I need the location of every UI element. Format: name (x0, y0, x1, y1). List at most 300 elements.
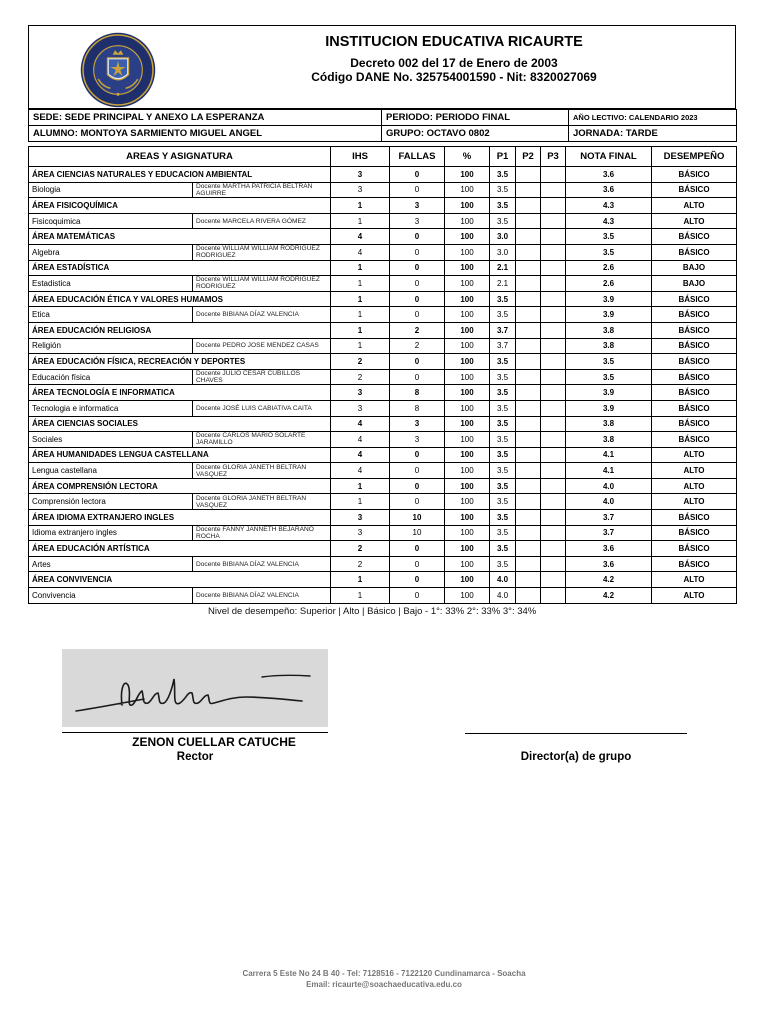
col-areas-header: AREAS Y ASIGNATURA (29, 147, 331, 167)
p1-cell: 3.7 (490, 322, 516, 338)
rector-role: Rector (176, 751, 214, 763)
rector-signature-image (62, 649, 328, 727)
fallas-cell: 0 (390, 276, 445, 292)
ihs-cell: 4 (331, 416, 390, 432)
area-name-cell: ÁREA ESTADÍSTICA (29, 260, 331, 276)
area-name-cell: ÁREA EDUCACIÓN FÍSICA, RECREACIÓN Y DEPORTES (29, 354, 331, 370)
subject-name-cell: Algebra (29, 244, 193, 260)
ihs-cell: 3 (331, 400, 390, 416)
nota-final-cell: 3.9 (566, 385, 652, 401)
p1-cell: 3.5 (490, 213, 516, 229)
nota-final-cell: 3.5 (566, 369, 652, 385)
percent-cell: 100 (445, 338, 490, 354)
percent-cell: 100 (445, 260, 490, 276)
fallas-cell: 3 (390, 416, 445, 432)
subject-row (29, 432, 737, 448)
nota-final-cell: 2.6 (566, 276, 652, 292)
percent-cell: 100 (445, 322, 490, 338)
desempeno-cell: ALTO (652, 213, 737, 229)
institution-title: INSTITUCION EDUCATIVA RICAURTE (325, 34, 583, 50)
percent-cell: 100 (445, 385, 490, 401)
fallas-cell: 0 (390, 182, 445, 198)
ihs-cell: 3 (331, 182, 390, 198)
p1-cell: 3.5 (490, 167, 516, 183)
p3-cell (541, 213, 566, 229)
p1-cell: 3.7 (490, 338, 516, 354)
area-row (29, 354, 737, 370)
p2-cell (516, 291, 541, 307)
fallas-cell: 10 (390, 510, 445, 526)
sede-field: SEDE: SEDE PRINCIPAL Y ANEXO LA ESPERANZA (29, 110, 382, 126)
fallas-cell: 10 (390, 525, 445, 541)
area-name-cell: ÁREA TECNOLOGÍA E INFORMATICA (29, 385, 331, 401)
area-name-cell: ÁREA EDUCACIÓN ÉTICA Y VALORES HUMAMOS (29, 291, 331, 307)
subject-name-cell: Comprensión lectora (29, 494, 193, 510)
teacher-cell: Docente JULIO CESAR CUBILLOS CHAVES (193, 369, 331, 385)
subject-row (29, 400, 737, 416)
fallas-cell: 8 (390, 385, 445, 401)
ihs-cell: 1 (331, 276, 390, 292)
p2-cell (516, 385, 541, 401)
area-name-cell: ÁREA MATEMÁTICAS (29, 229, 331, 245)
percent-cell: 100 (445, 432, 490, 448)
fallas-cell: 0 (390, 588, 445, 604)
teacher-cell: Docente WILLIAM WILLIAM RODRIGUEZ RODRIGUEZ (193, 244, 331, 260)
percent-cell: 100 (445, 478, 490, 494)
nota-final-cell: 4.1 (566, 463, 652, 479)
subject-name-cell: Religión (29, 338, 193, 354)
grades-table (28, 146, 737, 604)
teacher-cell: Docente GLORIA JANETH BELTRAN VASQUEZ (193, 463, 331, 479)
p2-cell (516, 432, 541, 448)
ihs-cell: 4 (331, 229, 390, 245)
col-p2-header: P2 (516, 147, 541, 167)
ihs-cell: 3 (331, 525, 390, 541)
fallas-cell: 0 (390, 478, 445, 494)
anio-lectivo-field: AÑO LECTIVO: CALENDARIO 2023 (569, 110, 737, 126)
nota-final-cell: 3.9 (566, 291, 652, 307)
percent-cell: 100 (445, 525, 490, 541)
teacher-cell: Docente MARCELA RIVERA GÓMEZ (193, 213, 331, 229)
ihs-cell: 1 (331, 198, 390, 214)
ihs-cell: 4 (331, 463, 390, 479)
area-name-cell: ÁREA IDIOMA EXTRANJERO INGLES (29, 510, 331, 526)
subject-row (29, 213, 737, 229)
percent-cell: 100 (445, 291, 490, 307)
ihs-cell: 2 (331, 556, 390, 572)
p3-cell (541, 369, 566, 385)
area-name-cell: ÁREA CIENCIAS SOCIALES (29, 416, 331, 432)
teacher-cell: Docente CARLOS MARIO SOLARTE JARAMILLO (193, 432, 331, 448)
ihs-cell: 1 (331, 307, 390, 323)
area-row (29, 385, 737, 401)
p3-cell (541, 572, 566, 588)
subject-name-cell: Sociales (29, 432, 193, 448)
desempeno-cell: BÁSICO (652, 400, 737, 416)
subject-row (29, 525, 737, 541)
grades-body (29, 167, 737, 604)
p1-cell: 3.5 (490, 182, 516, 198)
subject-name-cell: Educación física (29, 369, 193, 385)
desempeno-cell: ALTO (652, 198, 737, 214)
teacher-cell: Docente JOSÉ LUIS CABIATIVA CAITA (193, 400, 331, 416)
subject-name-cell: Tecnologia e informatica (29, 400, 193, 416)
p2-cell (516, 556, 541, 572)
area-row (29, 572, 737, 588)
desempeno-cell: BÁSICO (652, 338, 737, 354)
subject-name-cell: Estadistica (29, 276, 193, 292)
area-row (29, 478, 737, 494)
col-p1-header: P1 (490, 147, 516, 167)
p2-cell (516, 213, 541, 229)
area-name-cell: ÁREA CONVIVENCIA (29, 572, 331, 588)
fallas-cell: 3 (390, 432, 445, 448)
desempeno-cell: ALTO (652, 447, 737, 463)
fallas-cell: 0 (390, 494, 445, 510)
ihs-cell: 1 (331, 478, 390, 494)
desempeno-cell: BÁSICO (652, 244, 737, 260)
ihs-cell: 2 (331, 369, 390, 385)
ihs-cell: 3 (331, 167, 390, 183)
area-name-cell: ÁREA EDUCACIÓN ARTÍSTICA (29, 541, 331, 557)
desempeno-cell: ALTO (652, 494, 737, 510)
percent-cell: 100 (445, 167, 490, 183)
p3-cell (541, 556, 566, 572)
fallas-cell: 0 (390, 556, 445, 572)
p3-cell (541, 510, 566, 526)
p1-cell: 3.5 (490, 385, 516, 401)
fallas-cell: 0 (390, 167, 445, 183)
p2-cell (516, 588, 541, 604)
percent-cell: 100 (445, 229, 490, 245)
desempeno-cell: BÁSICO (652, 385, 737, 401)
p1-cell: 3.5 (490, 494, 516, 510)
subject-row (29, 276, 737, 292)
ihs-cell: 1 (331, 588, 390, 604)
nota-final-cell: 3.7 (566, 525, 652, 541)
p1-cell: 3.5 (490, 541, 516, 557)
percent-cell: 100 (445, 588, 490, 604)
desempeno-cell: BÁSICO (652, 432, 737, 448)
area-name-cell: ÁREA HUMANIDADES LENGUA CASTELLANA (29, 447, 331, 463)
p2-cell (516, 276, 541, 292)
p2-cell (516, 525, 541, 541)
ihs-cell: 2 (331, 354, 390, 370)
footer-email: Email: ricaurte@soachaeducativa.edu.co (306, 980, 462, 989)
desempeno-cell: BAJO (652, 260, 737, 276)
percent-cell: 100 (445, 354, 490, 370)
desempeno-cell: BÁSICO (652, 541, 737, 557)
nota-final-cell: 3.6 (566, 182, 652, 198)
p3-cell (541, 322, 566, 338)
nota-final-cell: 3.9 (566, 307, 652, 323)
p2-cell (516, 494, 541, 510)
p2-cell (516, 167, 541, 183)
fallas-cell: 0 (390, 260, 445, 276)
subject-name-cell: Etica (29, 307, 193, 323)
ihs-cell: 4 (331, 432, 390, 448)
p3-cell (541, 307, 566, 323)
dane-code-line: Código DANE No. 325754001590 - Nit: 8320027069 (311, 70, 597, 84)
nota-final-cell: 3.5 (566, 354, 652, 370)
p2-cell (516, 229, 541, 245)
ihs-cell: 4 (331, 447, 390, 463)
nota-final-cell: 3.6 (566, 167, 652, 183)
p1-cell: 4.0 (490, 588, 516, 604)
p3-cell (541, 276, 566, 292)
desempeno-cell: BÁSICO (652, 525, 737, 541)
p1-cell: 3.5 (490, 354, 516, 370)
desempeno-cell: ALTO (652, 463, 737, 479)
desempeno-cell: BÁSICO (652, 510, 737, 526)
p1-cell: 3.0 (490, 229, 516, 245)
percent-cell: 100 (445, 463, 490, 479)
percent-cell: 100 (445, 182, 490, 198)
p3-cell (541, 260, 566, 276)
p3-cell (541, 167, 566, 183)
teacher-cell: Docente PEDRO JOSE MENDEZ CASAS (193, 338, 331, 354)
p3-cell (541, 182, 566, 198)
col-nota-final-header: NOTA FINAL (566, 147, 652, 167)
p3-cell (541, 385, 566, 401)
p3-cell (541, 354, 566, 370)
teacher-cell: Docente BIBIANA DÍAZ VALENCIA (193, 556, 331, 572)
subject-row (29, 494, 737, 510)
ihs-cell: 1 (331, 213, 390, 229)
ihs-cell: 1 (331, 494, 390, 510)
ihs-cell: 1 (331, 338, 390, 354)
area-name-cell: ÁREA CIENCIAS NATURALES Y EDUCACION AMBIENTAL (29, 167, 331, 183)
p1-cell: 3.5 (490, 463, 516, 479)
p2-cell (516, 354, 541, 370)
area-row (29, 510, 737, 526)
area-name-cell: ÁREA EDUCACIÓN RELIGIOSA (29, 322, 331, 338)
percent-cell: 100 (445, 494, 490, 510)
area-row (29, 229, 737, 245)
p1-cell: 3.5 (490, 416, 516, 432)
desempeno-cell: BÁSICO (652, 182, 737, 198)
p1-cell: 3.5 (490, 400, 516, 416)
area-row (29, 322, 737, 338)
p2-cell (516, 447, 541, 463)
director-signature-line (465, 733, 687, 734)
desempeno-cell: BÁSICO (652, 416, 737, 432)
p1-cell: 3.5 (490, 556, 516, 572)
area-row (29, 291, 737, 307)
percent-cell: 100 (445, 198, 490, 214)
subject-row (29, 556, 737, 572)
fallas-cell: 0 (390, 541, 445, 557)
p1-cell: 3.5 (490, 291, 516, 307)
desempeno-cell: BÁSICO (652, 291, 737, 307)
nota-final-cell: 3.8 (566, 322, 652, 338)
fallas-cell: 2 (390, 338, 445, 354)
area-row (29, 541, 737, 557)
p3-cell (541, 291, 566, 307)
p1-cell: 3.5 (490, 307, 516, 323)
subject-name-cell: Lengua castellana (29, 463, 193, 479)
fallas-cell: 8 (390, 400, 445, 416)
subject-row (29, 338, 737, 354)
p1-cell: 3.5 (490, 432, 516, 448)
p1-cell: 3.5 (490, 369, 516, 385)
area-name-cell: ÁREA FISICOQUÍMICA (29, 198, 331, 214)
fallas-cell: 0 (390, 572, 445, 588)
percent-cell: 100 (445, 556, 490, 572)
nota-final-cell: 3.8 (566, 432, 652, 448)
nota-final-cell: 3.8 (566, 416, 652, 432)
decree-line: Decreto 002 del 17 de Enero de 2003 (350, 56, 558, 70)
subject-row (29, 244, 737, 260)
p3-cell (541, 432, 566, 448)
teacher-cell: Docente FANNY JANNETH BEJARANO ROCHA (193, 525, 331, 541)
desempeno-cell: BAJO (652, 276, 737, 292)
area-row (29, 416, 737, 432)
institution-seal-logo (80, 32, 156, 108)
ihs-cell: 1 (331, 572, 390, 588)
p2-cell (516, 369, 541, 385)
fallas-cell: 0 (390, 291, 445, 307)
performance-legend: Nivel de desempeño: Superior | Alto | Básico | Bajo - 1°: 33% 2°: 33% 3°: 34% (208, 606, 537, 617)
percent-cell: 100 (445, 447, 490, 463)
nota-final-cell: 4.0 (566, 478, 652, 494)
p2-cell (516, 307, 541, 323)
area-row (29, 198, 737, 214)
subject-name-cell: Biologia (29, 182, 193, 198)
periodo-field: PERIODO: PERIODO FINAL (382, 110, 569, 126)
fallas-cell: 0 (390, 244, 445, 260)
nota-final-cell: 4.0 (566, 494, 652, 510)
teacher-cell: Docente BIBIANA DÍAZ VALENCIA (193, 588, 331, 604)
percent-cell: 100 (445, 541, 490, 557)
area-row (29, 260, 737, 276)
fallas-cell: 0 (390, 229, 445, 245)
rector-signature-line (62, 732, 328, 733)
p3-cell (541, 400, 566, 416)
percent-cell: 100 (445, 400, 490, 416)
p2-cell (516, 463, 541, 479)
p2-cell (516, 322, 541, 338)
teacher-cell: Docente WILLIAM WILLIAM RODRIGUEZ RODRIGUEZ (193, 276, 331, 292)
desempeno-cell: BÁSICO (652, 307, 737, 323)
col-ihs-header: IHS (331, 147, 390, 167)
p3-cell (541, 478, 566, 494)
percent-cell: 100 (445, 572, 490, 588)
rector-name: ZENON CUELLAR CATUCHE (132, 735, 296, 749)
nota-final-cell: 4.2 (566, 572, 652, 588)
nota-final-cell: 3.7 (566, 510, 652, 526)
alumno-field: ALUMNO: MONTOYA SARMIENTO MIGUEL ANGEL (29, 126, 382, 142)
subject-name-cell: Artes (29, 556, 193, 572)
p3-cell (541, 588, 566, 604)
desempeno-cell: BÁSICO (652, 369, 737, 385)
area-row (29, 167, 737, 183)
p1-cell: 3.5 (490, 525, 516, 541)
p3-cell (541, 416, 566, 432)
subject-row (29, 307, 737, 323)
fallas-cell: 3 (390, 198, 445, 214)
fallas-cell: 2 (390, 322, 445, 338)
ihs-cell: 1 (331, 322, 390, 338)
nota-final-cell: 4.3 (566, 198, 652, 214)
p2-cell (516, 478, 541, 494)
p3-cell (541, 525, 566, 541)
ihs-cell: 2 (331, 541, 390, 557)
percent-cell: 100 (445, 276, 490, 292)
nota-final-cell: 4.2 (566, 588, 652, 604)
grupo-field: GRUPO: OCTAVO 0802 (382, 126, 569, 142)
p1-cell: 3.5 (490, 478, 516, 494)
area-name-cell: ÁREA COMPRENSIÓN LECTORA (29, 478, 331, 494)
nota-final-cell: 3.6 (566, 541, 652, 557)
p2-cell (516, 572, 541, 588)
p2-cell (516, 198, 541, 214)
p3-cell (541, 244, 566, 260)
nota-final-cell: 3.8 (566, 338, 652, 354)
teacher-cell: Docente GLORIA JANETH BELTRAN VASQUEZ (193, 494, 331, 510)
subject-name-cell: Idioma extranjero ingles (29, 525, 193, 541)
p1-cell: 2.1 (490, 260, 516, 276)
subject-name-cell: Convivencia (29, 588, 193, 604)
desempeno-cell: BÁSICO (652, 322, 737, 338)
p2-cell (516, 416, 541, 432)
nota-final-cell: 4.3 (566, 213, 652, 229)
fallas-cell: 0 (390, 354, 445, 370)
nota-final-cell: 3.6 (566, 556, 652, 572)
teacher-cell: Docente MARTHA PATRICIA BELTRAN AGUIRRE (193, 182, 331, 198)
subject-row (29, 182, 737, 198)
nota-final-cell: 3.5 (566, 229, 652, 245)
p2-cell (516, 541, 541, 557)
p3-cell (541, 541, 566, 557)
p1-cell: 2.1 (490, 276, 516, 292)
fallas-cell: 0 (390, 463, 445, 479)
percent-cell: 100 (445, 510, 490, 526)
subject-name-cell: Fisicoquimica (29, 213, 193, 229)
desempeno-cell: ALTO (652, 572, 737, 588)
ihs-cell: 1 (331, 291, 390, 307)
desempeno-cell: BÁSICO (652, 556, 737, 572)
footer-address: Carrera 5 Este No 24 B 40 - Tel: 7128516 - 7122120 Cundinamarca - Soacha (242, 969, 526, 978)
p1-cell: 3.5 (490, 198, 516, 214)
desempeno-cell: BÁSICO (652, 229, 737, 245)
fallas-cell: 0 (390, 447, 445, 463)
p3-cell (541, 494, 566, 510)
p3-cell (541, 338, 566, 354)
col-desempeno-header: DESEMPEÑO (652, 147, 737, 167)
p2-cell (516, 260, 541, 276)
p2-cell (516, 182, 541, 198)
col-fallas-header: FALLAS (390, 147, 445, 167)
percent-cell: 100 (445, 416, 490, 432)
desempeno-cell: ALTO (652, 478, 737, 494)
area-row (29, 447, 737, 463)
p3-cell (541, 447, 566, 463)
p1-cell: 3.5 (490, 447, 516, 463)
p3-cell (541, 198, 566, 214)
percent-cell: 100 (445, 244, 490, 260)
p2-cell (516, 510, 541, 526)
percent-cell: 100 (445, 369, 490, 385)
desempeno-cell: BÁSICO (652, 354, 737, 370)
percent-cell: 100 (445, 307, 490, 323)
jornada-field: JORNADA: TARDE (569, 126, 737, 142)
p3-cell (541, 229, 566, 245)
teacher-cell: Docente BIBIANA DÍAZ VALENCIA (193, 307, 331, 323)
p1-cell: 3.5 (490, 510, 516, 526)
percent-cell: 100 (445, 213, 490, 229)
p2-cell (516, 244, 541, 260)
